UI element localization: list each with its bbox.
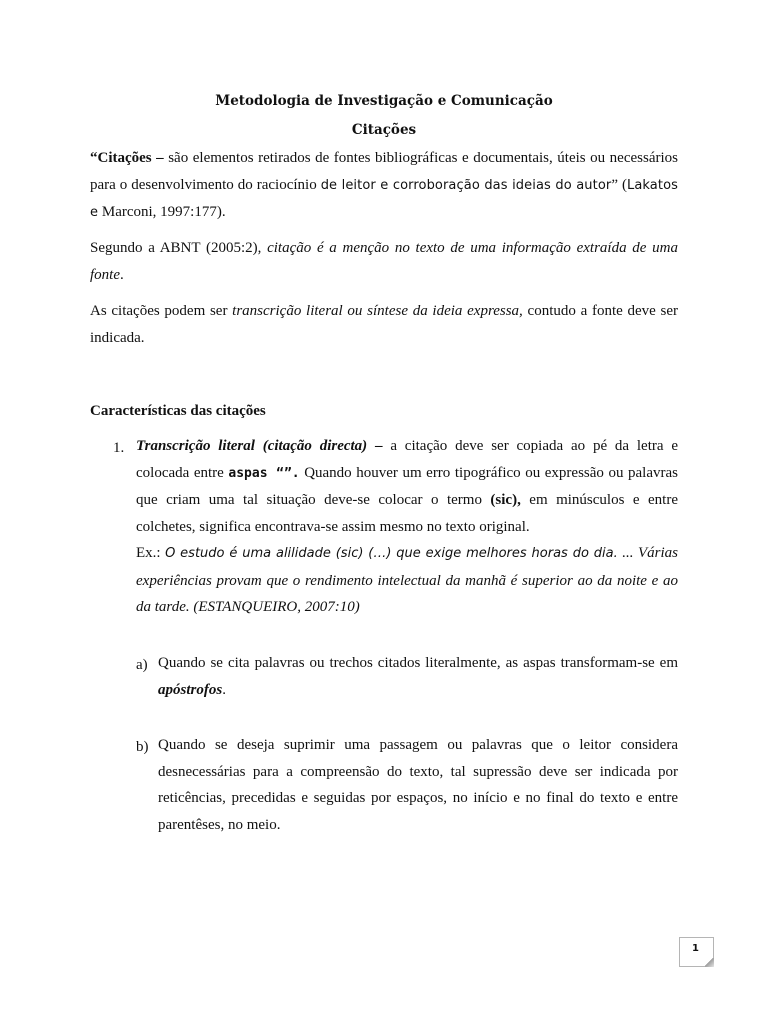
item1-example-rest: ... Várias experiências provam que o rendimento intelectual da manhã é superior ao da noite e ao da tarde. (ESTANQUEIRO, 2007:10): [136, 545, 678, 615]
page-number: 1: [692, 943, 699, 954]
page-fold-icon: [704, 957, 714, 967]
abnt-suffix: .: [120, 267, 124, 283]
intro-reference-alt: Lakatos e: [90, 178, 678, 220]
abnt-definition: citação é a menção no texto de uma informação extraída de uma fonte: [90, 240, 678, 283]
sub-a-body: [158, 650, 678, 703]
intro-paragraph: [90, 145, 678, 226]
item1-text3: em minúsculos e entre colchetes, significa encontrava-se assim mesmo no texto original.: [136, 492, 678, 535]
intro-definition: são elementos retirados de fontes bibliográficas e documentais, úteis ou necessários para o desenvolvimento do raciocínio: [90, 150, 678, 193]
item1-sic: (sic),: [490, 492, 521, 508]
abnt-paragraph: [90, 235, 678, 289]
intro-reference-end: Marconi, 1997:177).: [98, 204, 226, 220]
abnt-prefix: Segundo a ABNT (2005:2),: [90, 240, 268, 256]
sub-b-body: [158, 732, 678, 838]
types-italic: transcrição literal ou síntese da ideia expressa,: [232, 303, 523, 319]
item1-term: Transcrição literal (citação directa): [136, 438, 368, 454]
types-prefix: As citações podem ser: [90, 303, 233, 319]
sub-a-end: .: [222, 681, 226, 698]
document-subtitle: Citações: [351, 122, 417, 138]
item1-text1: a citação deve ser copiada ao pé da letra e colocada entre: [136, 438, 678, 481]
item1-aspas: aspas “”.: [228, 465, 300, 481]
item1-example-alt: O estudo é uma alilidade (sic) (…) que exige melhores horas do dia.: [165, 546, 618, 561]
document-title: Metodologia de Investigação e Comunicação: [215, 93, 553, 109]
types-paragraph: [90, 298, 678, 352]
sub-a-italic: apóstrofos: [158, 681, 223, 698]
item1-dash: –: [367, 438, 383, 454]
sub-b-label: b): [136, 739, 149, 755]
section-title: Características das citações: [90, 403, 266, 419]
intro-definition-alt: de leitor e corroboração das ideias do autor: [320, 178, 612, 193]
list-item-number: 1.: [113, 440, 125, 456]
item1-text2: Quando houver um erro tipográfico ou expressão ou palavras que criam uma tal situação deve-se colocar o termo: [136, 464, 678, 508]
intro-closing-quote: ” (: [611, 177, 627, 193]
sub-b-text: Quando se deseja suprimir uma passagem ou palavras que o leitor considera desnecessárias para a compreensão do texto, tal supressão deve ser indicada por reticências, precedidas e seguidas por espaços, no início e no final do texto e entre parentêses, no meio.: [158, 737, 678, 833]
item1-body: [136, 433, 678, 621]
intro-term: “Citações –: [90, 150, 164, 166]
item1-example-label: Ex.:: [136, 545, 166, 561]
types-suffix: contudo a fonte deve ser indicada.: [90, 303, 679, 346]
page-number-box: [679, 937, 714, 967]
sub-a-text: Quando se cita palavras ou trechos citados literalmente, as aspas transformam-se em: [158, 655, 678, 671]
sub-a-label: a): [136, 657, 148, 673]
